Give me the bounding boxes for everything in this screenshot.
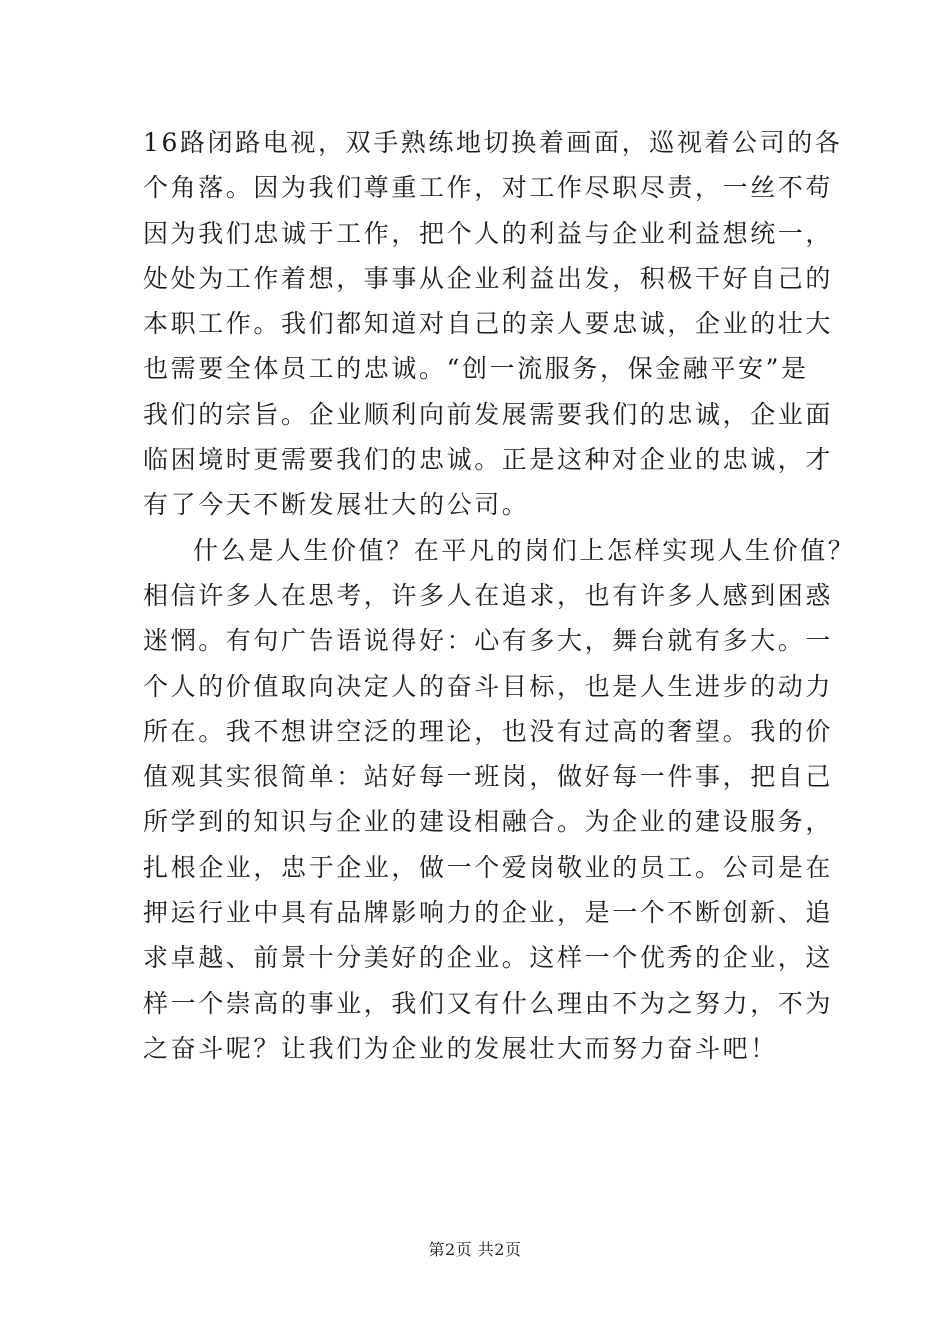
text-line: 处处为工作着想，事事从企业利益出发，积极干好自己的 [143,263,834,293]
text-line: 个人的价值取向决定人的奋斗目标，也是人生进步的动力 [143,671,834,701]
paragraph-1 [143,120,843,528]
text-line: 之奋斗呢？让我们为企业的发展壮大而努力奋斗吧！ [143,1033,778,1063]
text-line: 相信许多人在思考，许多人在追求，也有许多人感到困惑 [143,580,834,610]
text-line: 求卓越、前景十分美好的企业。这样一个优秀的企业，这 [143,943,834,973]
text-line: 因为我们忠诚于工作，把个人的利益与企业利益想统一， [143,218,834,248]
text-line: 扎根企业，忠于企业，做一个爱岗敬业的员工。公司是在 [143,852,834,882]
text-line: 押运行业中具有品牌影响力的企业，是一个不断创新、追 [143,898,834,928]
text-line-indented: 什么是人生价值？在平凡的岗们上怎样实现人生价值？ [193,535,856,565]
paragraph-2 [143,528,856,1072]
text-line: 所在。我不想讲空泛的理论，也没有过高的奢望。我的价 [143,716,834,746]
text-line: 临困境时更需要我们的忠诚。正是这种对企业的忠诚，才 [143,445,834,475]
text-line: 我们的宗旨。企业顺利向前发展需要我们的忠诚，企业面 [143,399,834,429]
text-line: 迷惘。有句广告语说得好：心有多大，舞台就有多大。一 [143,626,834,656]
text-line: 值观其实很简单：站好每一班岗，做好每一件事，把自己 [143,762,834,792]
text-line: 也需要全体员工的忠诚。“创一流服务，保金融平安”是 [143,354,809,384]
text-line: 有了今天不断发展壮大的公司。 [143,490,530,520]
text-line: 本职工作。我们都知道对自己的亲人要忠诚，企业的壮大 [143,309,834,339]
text-line: 16路闭路电视，双手熟练地切换着画面，巡视着公司的各 [143,128,843,157]
text-line: 样一个崇高的事业，我们又有什么理由不为之努力，不为 [143,988,834,1018]
page-number-footer: 第2页 共2页 [428,1240,522,1259]
text-line: 个角落。因为我们尊重工作，对工作尽职尽责，一丝不苟 [143,173,834,203]
body-text [143,120,856,1071]
text-line: 所学到的知识与企业的建设相融合。为企业的建设服务， [143,807,834,837]
